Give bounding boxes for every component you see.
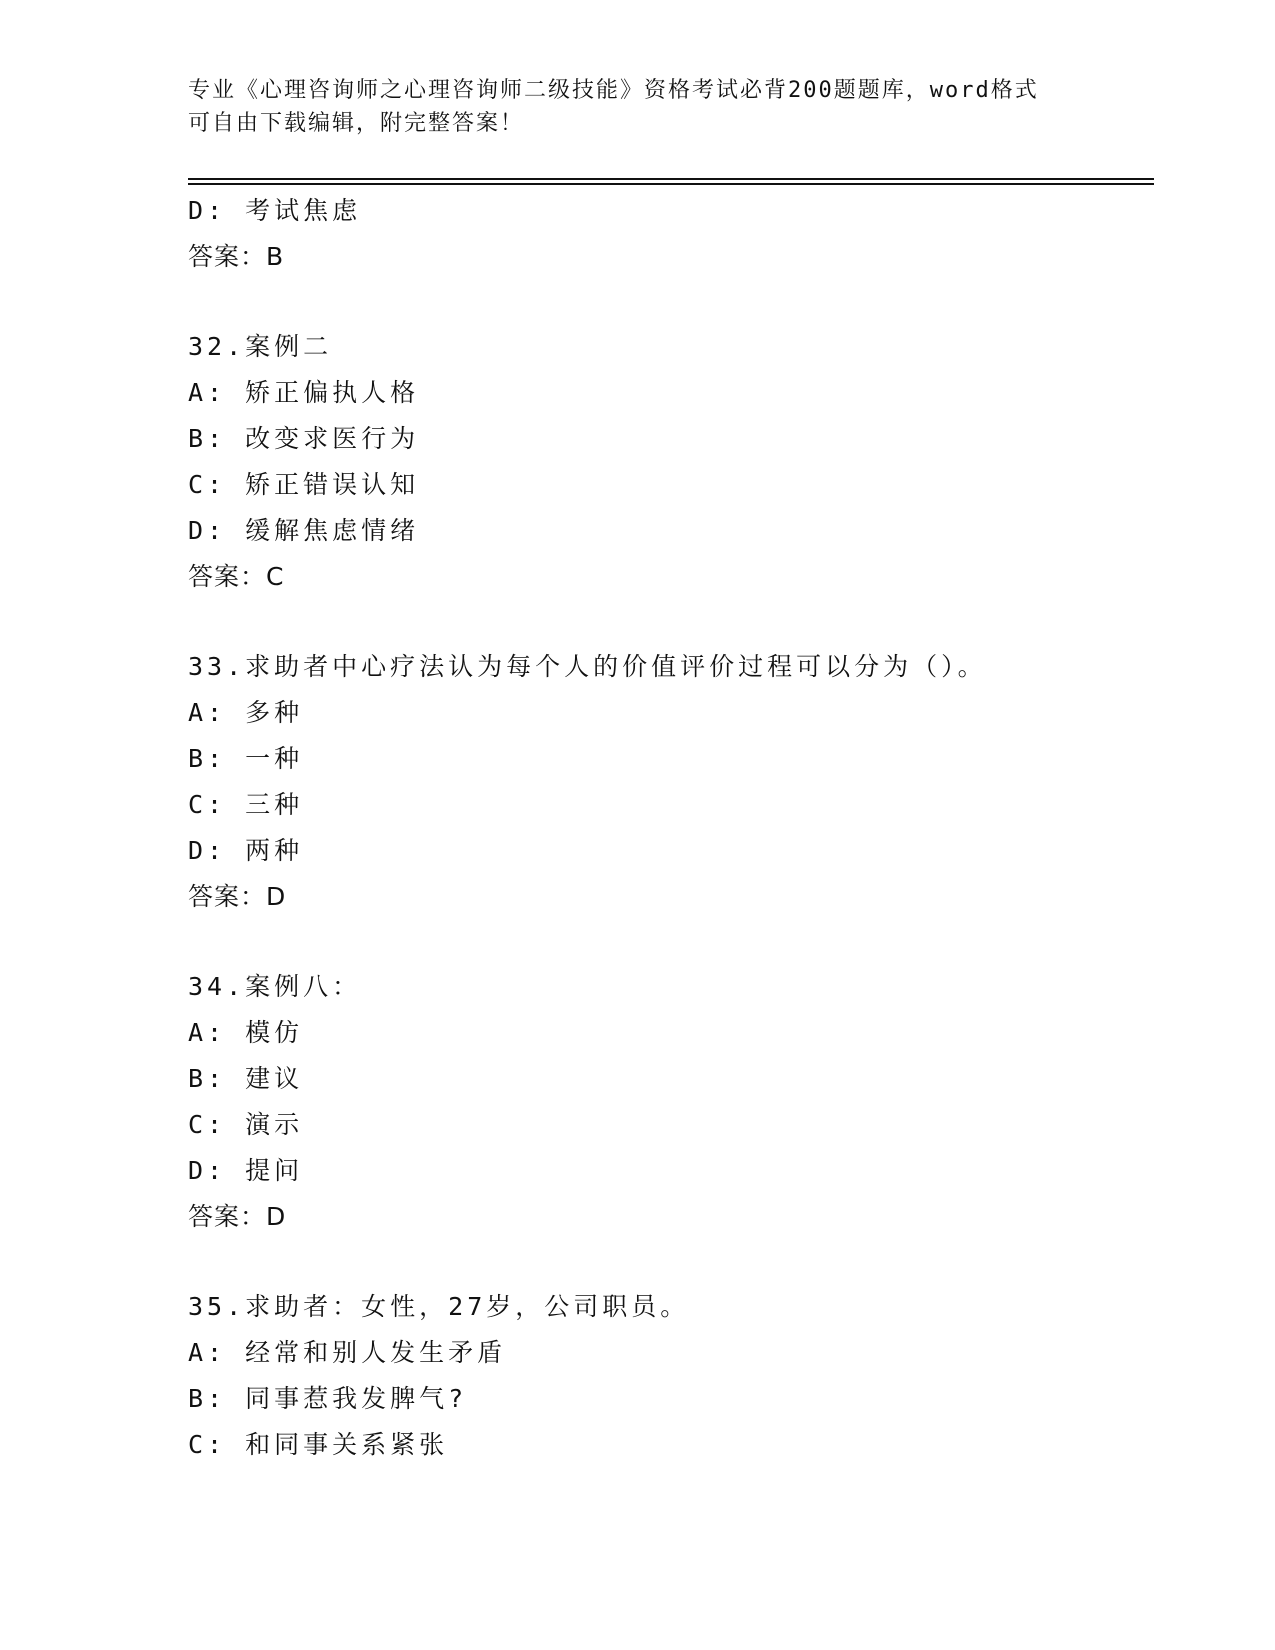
option-a: A: 多种 [188,698,304,727]
option-c: C: 和同事关系紧张 [188,1430,449,1459]
option-a: A: 经常和别人发生矛盾 [188,1338,507,1367]
option-c: C: 演示 [188,1110,304,1139]
option-b: B: 同事惹我发脾气? [188,1384,468,1413]
question-32 [188,324,1154,600]
question-stem: 33.求助者中心疗法认为每个人的价值评价过程可以分为（）。 [188,652,987,681]
option-c: C: 矫正错误认知 [188,470,420,499]
question-33 [188,644,1154,920]
question-stem: 32.案例二 [188,332,333,361]
answer-line: 答案：D [188,882,287,911]
option-a: A: 矫正偏执人格 [188,378,420,407]
option-a: A: 模仿 [188,1018,304,1047]
answer-line: 答案：C [188,562,285,591]
option-d: D: 两种 [188,836,304,865]
spacer [188,1240,1154,1284]
spacer [188,920,1154,964]
header-rule-bottom [188,183,1154,185]
question-stem: 35.求助者：女性，27岁，公司职员。 [188,1292,690,1321]
header-line-1: 专业《心理咨询师之心理咨询师二级技能》资格考试必背200题题库，word格式 [188,78,1039,103]
header-rule-top [188,178,1154,180]
spacer [188,600,1154,644]
carryover-option-d: D: 考试焦虑 [188,196,362,225]
option-b: B: 改变求医行为 [188,424,420,453]
question-list [188,188,1154,1468]
option-d: D: 提问 [188,1156,304,1185]
option-c: C: 三种 [188,790,304,819]
question-35 [188,1284,1154,1468]
option-d: D: 缓解焦虑情绪 [188,516,420,545]
option-b: B: 一种 [188,744,304,773]
document-header [188,74,1068,140]
question-stem: 34.案例八： [188,972,362,1001]
answer-line: 答案：D [188,1202,287,1231]
question-34 [188,964,1154,1240]
option-b: B: 建议 [188,1064,304,1093]
carryover-answer: 答案：B [188,242,285,271]
spacer [188,280,1154,324]
header-line-2: 可自由下载编辑，附完整答案！ [188,111,525,136]
